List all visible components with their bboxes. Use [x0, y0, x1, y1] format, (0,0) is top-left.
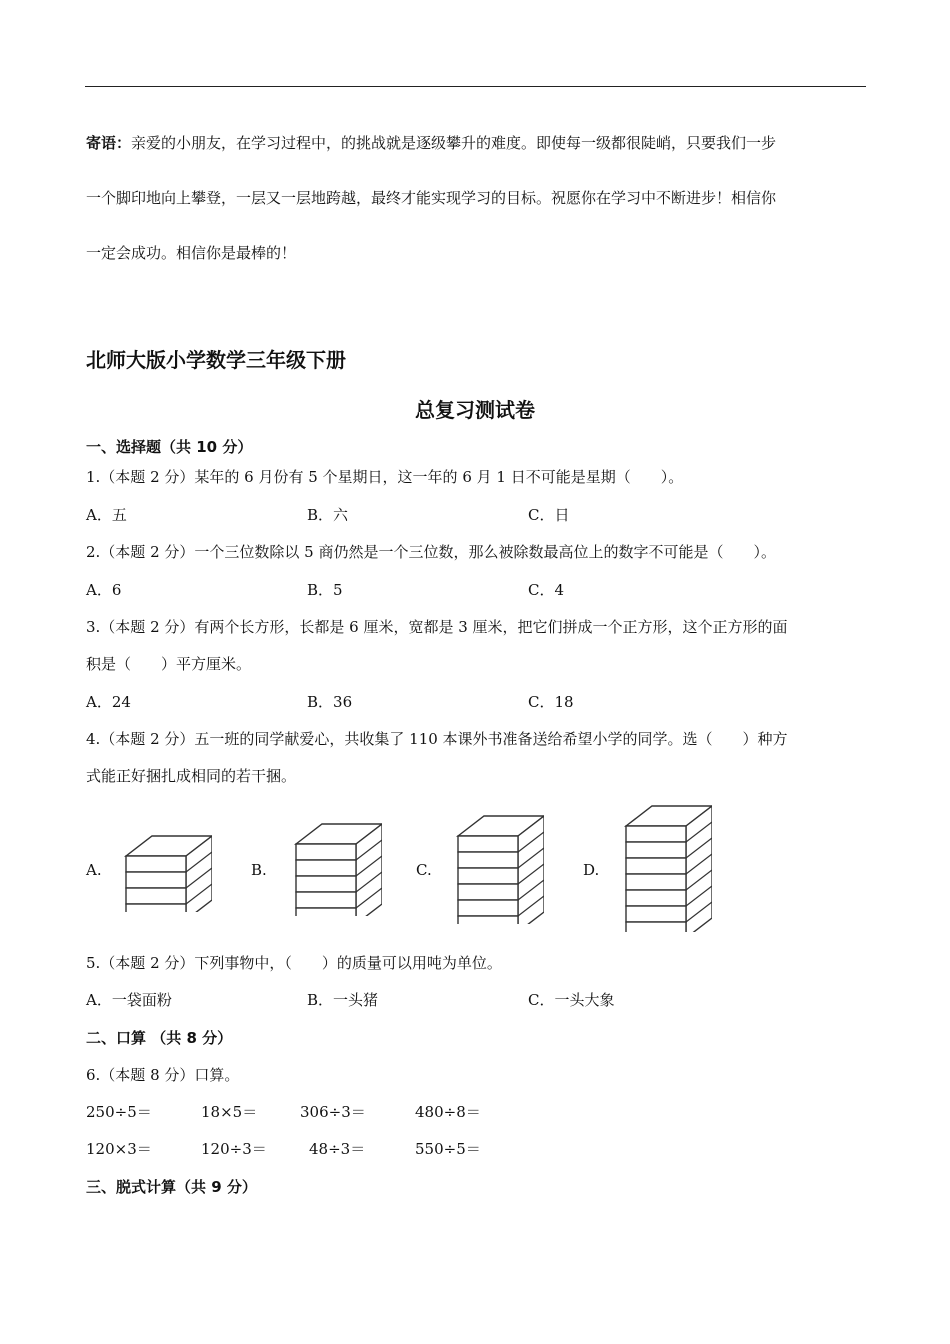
book-layer: [626, 826, 686, 842]
calc-item: 250÷5＝: [86, 1103, 152, 1121]
book-layer: [626, 890, 686, 906]
book-layer: [626, 906, 686, 922]
book-layer: [458, 900, 518, 916]
q1-option-a: A．五: [86, 506, 127, 524]
q4-option-b-label: B.: [251, 861, 267, 879]
motto-label: 寄语：: [86, 134, 132, 152]
header-rule: [85, 86, 866, 87]
q1-option-c: C．日: [528, 506, 570, 524]
book-layer: [458, 916, 518, 924]
q4-option-d-label: D.: [583, 861, 600, 879]
q4-option-d-book-stack: [620, 804, 712, 932]
question-2: 2.（本题 2 分）一个三位数除以 5 商仍然是一个三位数，那么被除数最高位上的数字不可能是（ ）。: [86, 543, 776, 561]
motto-line-1: [86, 133, 776, 153]
book-layer: [458, 836, 518, 852]
q4-option-a-label: A.: [86, 861, 102, 879]
exam-title: 总复习测试卷: [415, 398, 535, 422]
q5-option-b: B．一头猪: [307, 991, 379, 1009]
q4-option-c-label: C.: [416, 861, 432, 879]
book-layer: [458, 852, 518, 868]
book-layer: [296, 876, 356, 892]
q3-option-b: B．36: [307, 693, 353, 711]
motto-line-3: 一定会成功。相信你是最棒的！: [86, 244, 297, 262]
book-layer: [626, 858, 686, 874]
calc-item: 480÷8＝: [415, 1103, 481, 1121]
book-layer: [126, 888, 186, 904]
q2-option-c: C．4: [528, 581, 565, 599]
calc-item: 120×3＝: [86, 1140, 152, 1158]
question-4-line-2: 式能正好捆扎成相同的若干捆。: [86, 767, 297, 785]
calc-item: 306÷3＝: [300, 1103, 366, 1121]
book-layer: [626, 874, 686, 890]
question-4-line-1: 4.（本题 2 分）五一班的同学献爱心，共收集了 110 本课外书准备送给希望小学的同学。选（ ）种方: [86, 730, 788, 748]
q3-option-a: A．24: [86, 693, 131, 711]
question-5: 5.（本题 2 分）下列事物中，（ ）的质量可以用吨为单位。: [86, 954, 502, 972]
book-layer: [126, 904, 186, 912]
q4-option-c-book-stack: [452, 814, 544, 924]
calc-item: 120÷3＝: [201, 1140, 267, 1158]
question-3-line-2: 积是（ ）平方厘米。: [86, 655, 252, 673]
motto-text-1: 亲爱的小朋友，在学习过程中，的挑战就是逐级攀升的难度。即使每一级都很陡峭，只要我们一步: [131, 134, 777, 152]
book-layer: [458, 868, 518, 884]
q3-option-c: C．18: [528, 693, 574, 711]
book-layer: [296, 892, 356, 908]
calc-item: 550÷5＝: [415, 1140, 481, 1158]
book-layer: [296, 860, 356, 876]
section-heading-stepwise: 三、脱式计算（共 9 分）: [86, 1178, 257, 1196]
q5-option-c: C．一头大象: [528, 991, 615, 1009]
q5-option-a: A．一袋面粉: [86, 991, 172, 1009]
q4-option-a-book-stack: [120, 834, 212, 912]
calc-item: 48÷3＝: [309, 1140, 366, 1158]
question-6: 6.（本题 8 分）口算。: [86, 1066, 240, 1084]
book-layer: [458, 884, 518, 900]
book-layer: [296, 908, 356, 916]
stack-side-face: [518, 816, 544, 924]
question-3-line-1: 3.（本题 2 分）有两个长方形，长都是 6 厘米，宽都是 3 厘米，把它们拼成一个正方形，这个正方形的面: [86, 618, 788, 636]
book-layer: [296, 844, 356, 860]
q4-option-b-book-stack: [290, 822, 382, 916]
calc-item: 18×5＝: [201, 1103, 258, 1121]
q2-option-a: A．6: [86, 581, 122, 599]
book-layer: [126, 872, 186, 888]
book-layer: [626, 922, 686, 932]
q2-option-b: B．5: [307, 581, 343, 599]
section-heading-oral: 二、口算 （共 8 分）: [86, 1029, 233, 1047]
book-layer: [626, 842, 686, 858]
q1-option-b: B．六: [307, 506, 349, 524]
motto-line-2: 一个脚印地向上攀登，一层又一层地跨越，最终才能实现学习的目标。祝愿你在学习中不断进步！相信你: [86, 189, 777, 207]
section-heading-choice: 一、选择题（共 10 分）: [86, 438, 253, 456]
question-1: 1.（本题 2 分）某年的 6 月份有 5 个星期日，这一年的 6 月 1 日不可能是星期（ ）。: [86, 468, 684, 486]
book-layer: [126, 856, 186, 872]
book-title: 北师大版小学数学三年级下册: [86, 348, 346, 372]
